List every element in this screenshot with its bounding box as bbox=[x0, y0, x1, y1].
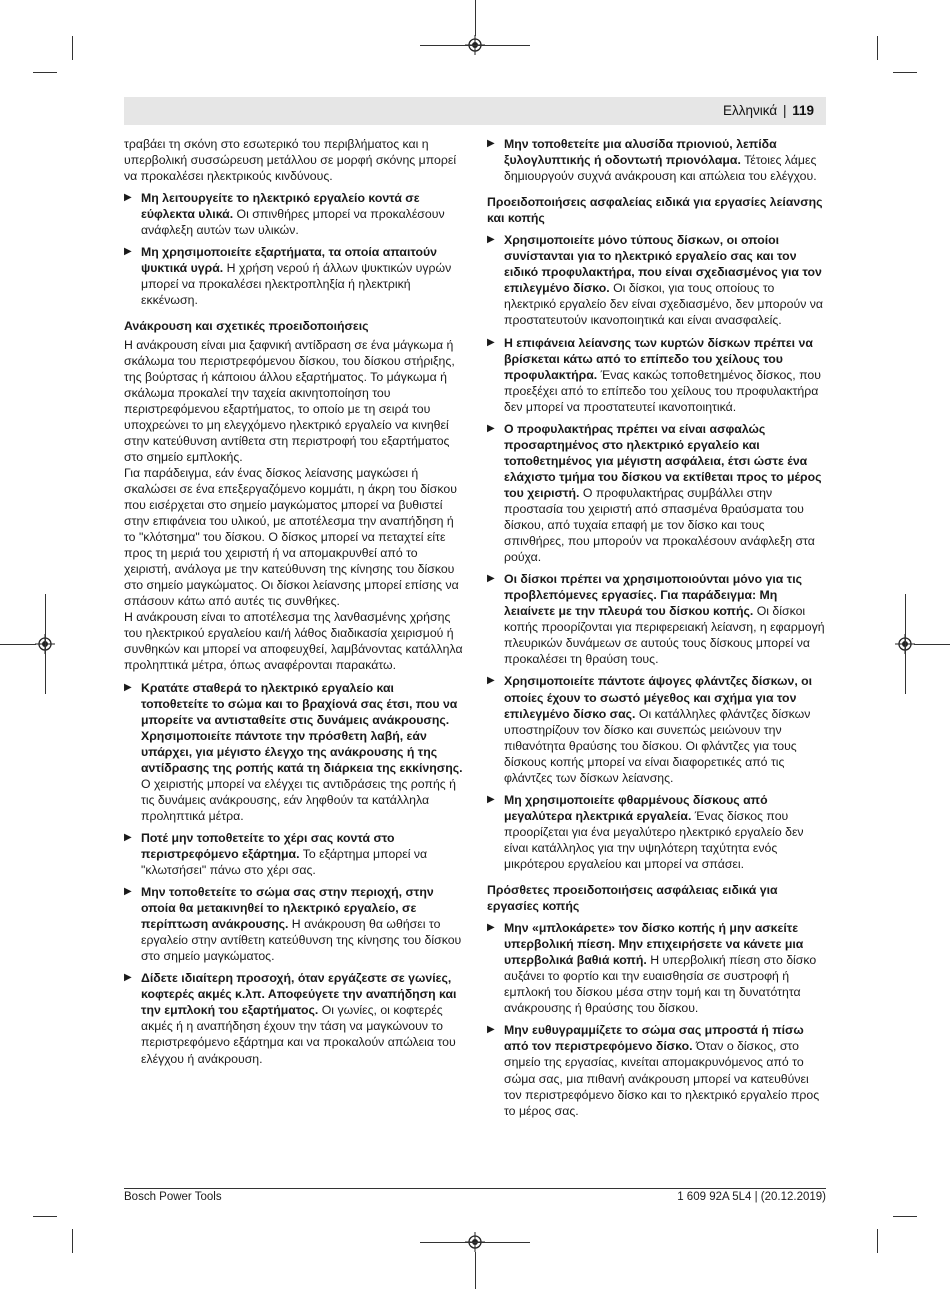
footer-brand: Bosch Power Tools bbox=[124, 1191, 222, 1203]
crop-mark bbox=[420, 1242, 530, 1243]
crop-mark bbox=[0, 644, 36, 645]
safety-bullet: ▶ Μην «μπλοκάρετε» τον δίσκο κοπής ή μην ασκείτε υπερβολική πίεση. Μην επιχειρήσετε να κάνετε μια υπερβολικά βαθιά κοπή. Η υπερβολική πίεση στο δίσκο αυξάνει το φορτίο και την ευαισθησία σε συστροφή ή εμπλοκή του δίσκου μέσα στην τομή και τη δυνατότητα ανάκρουσης ή θραύσης του δίσκου. bbox=[487, 920, 827, 1016]
page-header bbox=[124, 97, 826, 125]
safety-bullet: ▶ Μη λειτουργείτε το ηλεκτρικό εργαλείο κοντά σε εύφλεκτα υλικά. Οι σπινθήρες μπορεί να προκαλέσουν ανάφλεξη αυτών των υλικών. bbox=[124, 190, 464, 238]
paragraph: Η ανάκρουση είναι μια ξαφνική αντίδραση σε ένα μάγκωμα ή σκάλωμα του περιστρεφόμενου δίσκου, του δίσκου στήριξης, της βούρτσας ή κάποιου άλλου εξαρτήματος. Το μάγκωμα ή σκάλωμα προκαλεί την ταχεία ακινητοποίηση του περιστρεφόμενου εξαρτήματος, το οποίο με τη σειρά του υποχρεώνει το μη ελεγχόμενο ηλεκτρικό εργαλείο να κινηθεί στην κατεύθυνση αντίθετα στη περιστροφή του εξαρτήματος στο σημείο εμπλοκής. bbox=[124, 337, 455, 464]
safety-bullet: ▶ Ο προφυλακτήρας πρέπει να είναι ασφαλώς προσαρτημένος στο ηλεκτρικό εργαλείο και τοποθετημένος για μέγιστη ασφάλεια, έτσι ώστε ένα ελάχιστο τμήμα του δίσκου να εκτίθεται προς το μέρος του χειριστή. Ο προφυλακτήρας συμβάλλει στην προστασία του χειριστή από σπασμένα θραύσματα του δίσκου, από τυχαία επαφή με τον δίσκο και τους σπινθήρες, που μπορούν να προκαλέσουν ανάφλεξη στα ρούχα. bbox=[487, 421, 827, 565]
crop-mark bbox=[914, 644, 950, 645]
safety-bullet: ▶ Μην τοποθετείτε μια αλυσίδα πριονιού, λεπίδα ξυλογλυπτικής ή οδοντωτή πριονόλαμα. Τέτοιες λάμες δημιουργούν συχνά ανάκρουση και απώλεια του ελέγχου. bbox=[487, 136, 827, 184]
section-heading: Ανάκρουση και σχετικές προειδοποιήσεις bbox=[124, 319, 369, 334]
safety-bullet: ▶ Χρησιμοποιείτε πάντοτε άψογες φλάντζες δίσκων, οι οποίες έχουν το σωστό μέγεθος και σχήμα για τον επιλεγμένο δίσκο σας. Οι κατάλληλες φλάντζες δίσκων υποστηρίζουν τον δίσκο και συνεπώς μειώνουν την πιθανότητα θραύσης του δίσκου. Οι φλάντζες για τους δίσκους κοπής μπορεί να είναι διαφορετικές από τις φλάντζες των δίσκων λείανσης. bbox=[487, 673, 827, 785]
crop-mark bbox=[33, 72, 57, 73]
crop-mark bbox=[72, 1229, 73, 1253]
section-heading: Προειδοποιήσεις ασφαλείας ειδικά για εργασίες λείανσης και κοπής bbox=[487, 195, 823, 226]
paragraph: Η ανάκρουση είναι το αποτέλεσμα της λανθασμένης χρήσης του ηλεκτρικού εργαλείου και/ή λάθος διαδικασία χειρισμού ή συνθηκών και μπορεί να αποφευχθεί, λαμβάνοντας κατάλληλα προληπτικά μέτρα, όπως αναφέρονται παρακάτω. bbox=[124, 610, 463, 673]
section-heading: Πρόσθετες προειδοποιήσεις ασφάλειας ειδικά για εργασίες κοπής bbox=[487, 883, 778, 914]
crop-mark bbox=[905, 594, 906, 694]
header-text bbox=[723, 103, 814, 118]
crop-mark bbox=[45, 594, 46, 694]
safety-bullet: ▶ Μην τοποθετείτε το σώμα σας στην περιοχή, στην οποία θα μετακινηθεί το ηλεκτρικό εργαλείο, σε περίπτωση ανάκρουσης. Η ανάκρουση θα ωθήσει το εργαλείο στην αντίθετη κατεύθυνση της κίνησης του δίσκου στο σημείο μαγκώματος. bbox=[124, 884, 464, 964]
safety-bullet: ▶ Κρατάτε σταθερά το ηλεκτρικό εργαλείο και τοποθετείτε το σώμα και το βραχίονά σας έτσι, που να μπορείτε να αντισταθείτε στις δυνάμεις ανάκρουσης. Χρησιμοποιείτε πάντοτε την πρόσθετη λαβή, εάν υπάρχει, για μέγιστο έλεγχο της ανάκρουσης ή της αντίδρασης της ροπής κατά τη διάρκεια της εκκίνησης. Ο χειριστής μπορεί να ελέγχει τις αντιδράσεις της ροπής ή τις δυνάμεις ανάκρουσης, εάν ληφθούν τα κατάλληλα προληπτικά μέτρα. bbox=[124, 680, 464, 824]
crop-mark bbox=[420, 45, 530, 46]
safety-bullet: ▶ Μη χρησιμοποιείτε εξαρτήματα, τα οποία απαιτούν ψυκτικά υγρά. Η χρήση νερού ή άλλων ψυκτικών υγρών μπορεί να προκαλέσει ηλεκτροπληξία ή ηλεκτρική εκκένωση. bbox=[124, 244, 464, 308]
crop-mark bbox=[33, 1216, 57, 1217]
crop-mark bbox=[893, 72, 917, 73]
paragraph: τραβάει τη σκόνη στο εσωτερικό του περιβλήματος και η υπερβολική συσσώρευση μετάλλου σε μορφή σκόνης μπορεί να προκαλέσει ηλεκτρικούς κινδύνους. bbox=[124, 137, 457, 184]
page-number: 119 bbox=[792, 103, 814, 118]
safety-bullet: ▶ Χρησιμοποιείτε μόνο τύπους δίσκων, οι οποίοι συνίστανται για το ηλεκτρικό εργαλείο σας και τον ειδικό προφυλακτήρα, που είναι σχεδιασμένος για τον επιλεγμένο δίσκο. Οι δίσκοι, για τους οποίους το ηλεκτρικό εργαλείο δεν είναι σχεδιασμένο, δεν μπορούν να προστατευτούν ικανοποιητικά και είναι ανασφαλείς. bbox=[487, 232, 827, 328]
footer-doc-id: 1 609 92A 5L4 | (20.12.2019) bbox=[677, 1191, 826, 1203]
safety-bullet: ▶ Οι δίσκοι πρέπει να χρησιμοποιούνται μόνο για τις προβλεπόμενες εργασίες. Για παράδειγμα: Μη λειαίνετε με την πλευρά του δίσκου κοπής. Οι δίσκοι κοπής προορίζονται για περιφερειακή λείανση, η εφαρμογή πλευρικών δυνάμεων σε αυτούς τους δίσκους μπορεί να προκαλέσει τη θραύση τους. bbox=[487, 571, 827, 667]
crop-mark bbox=[877, 1229, 878, 1253]
footer-divider bbox=[124, 1188, 826, 1189]
header-language: Ελληνικά bbox=[723, 103, 778, 118]
right-column bbox=[487, 136, 827, 1125]
paragraph: Για παράδειγμα, εάν ένας δίσκος λείανσης μαγκώσει ή σκαλώσει σε ένα επεξεργαζόμενο κομμάτι, η άκρη του δίσκου που εισέρχεται στο σημείο μαγκώματος μπορεί να βυθιστεί στην επιφάνεια του υλικού, με αποτέλεσμα την αναπήδηση ή το "κλότσημα" του δίσκου. Ο δίσκος μπορεί να πεταχτεί είτε προς τη μεριά του χειριστή ή να απομακρυνθεί από το χειριστή, ανάλογα με την κατεύθυνση της κίνησης του δίσκου στο σημείο μαγκώματος. Οι δίσκοι λείανσης μπορεί επίσης να σπάσουν κάτω από αυτές τις συνθήκες. bbox=[124, 465, 459, 609]
safety-bullet: ▶ Η επιφάνεια λείανσης των κυρτών δίσκων πρέπει να βρίσκεται κάτω από το επίπεδο του χείλους του προφυλακτήρα. Ένας κακώς τοποθετημένος δίσκος, που προεξέχει από το επίπεδο του χείλους του προφυλακτήρα δεν μπορεί να προστατευτεί ικανοποιητικά. bbox=[487, 335, 827, 415]
safety-bullet: ▶ Μη χρησιμοποιείτε φθαρμένους δίσκους από μεγαλύτερα ηλεκτρικά εργαλεία. Ένας δίσκος που προορίζεται για ένα μεγαλύτερο ηλεκτρικό εργαλείο δεν είναι κατάλληλος για την υψηλότερη ταχύτητα ενός μικρότερου εργαλείου και μπορεί να σπάσει. bbox=[487, 792, 827, 872]
crop-mark bbox=[475, 0, 476, 36]
safety-bullet: ▶ Μην ευθυγραμμίζετε το σώμα σας μπροστά ή πίσω από τον περιστρεφόμενο δίσκο. Όταν ο δίσκος, στο σημείο της εργασίας, κινείται απομακρυνόμενος από το σώμα σας, μια πιθανή ανάκρουση μπορεί να κατευθύνει τον περιστρεφόμενο δίσκο και το ηλεκτρικό εργαλείο προς το μέρος σας. bbox=[487, 1022, 827, 1118]
crop-mark bbox=[893, 1216, 917, 1217]
crop-mark bbox=[877, 36, 878, 60]
safety-bullet: ▶ Ποτέ μην τοποθετείτε το χέρι σας κοντά στο περιστρεφόμενο εξάρτημα. Το εξάρτημα μπορεί να "κλωτσήσει" πάνω στο χέρι σας. bbox=[124, 830, 464, 878]
crop-mark bbox=[475, 1252, 476, 1289]
crop-mark bbox=[72, 36, 73, 60]
left-column bbox=[124, 136, 464, 1073]
safety-bullet: ▶ Δίδετε ιδιαίτερη προσοχή, όταν εργάζεστε σε γωνίες, κοφτερές ακμές κ.λπ. Αποφεύγετε την αναπήδηση και την εμπλοκή του εξαρτήματος. Οι γωνίες, οι κοφτερές ακμές ή η αναπήδηση έχουν την τάση να μαγκώνουν το περιστρεφόμενο εξάρτημα και να προκαλούν απώλεια του ελέγχου ή ανάκρουση. bbox=[124, 970, 464, 1066]
header-separator: | bbox=[782, 103, 787, 118]
